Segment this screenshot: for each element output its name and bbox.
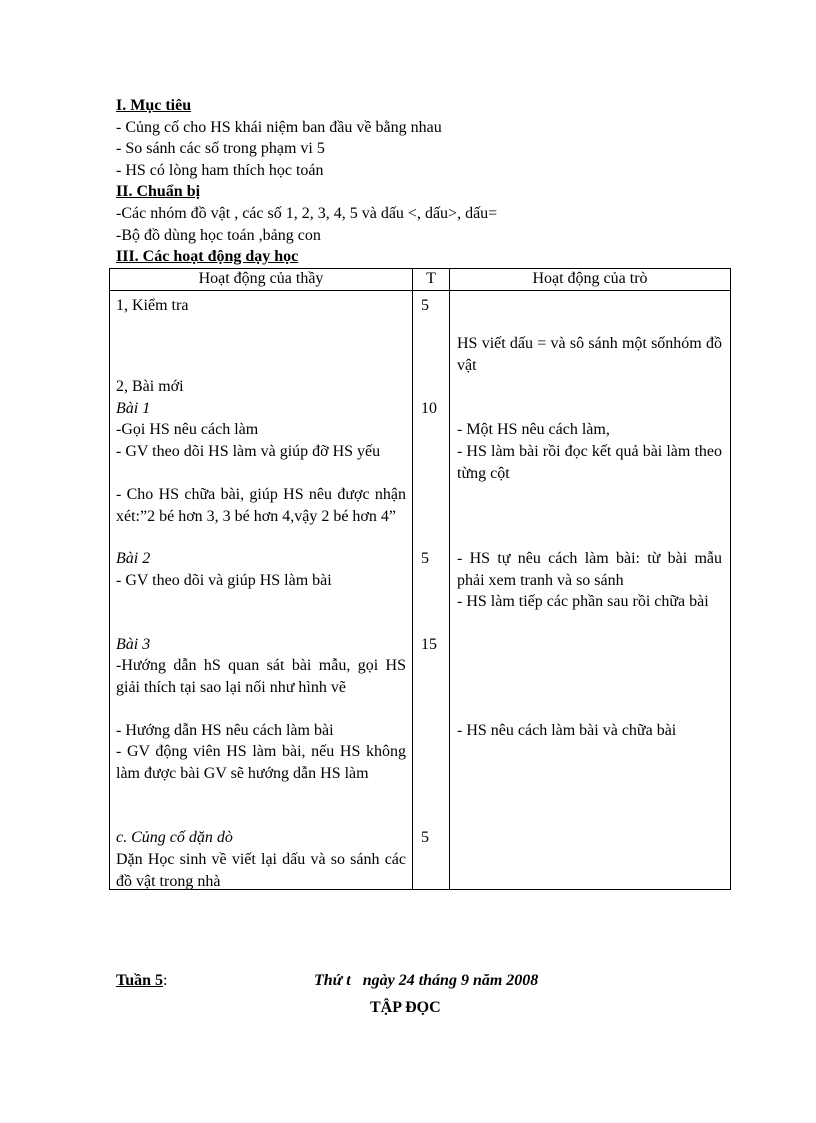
week-colon: : <box>163 972 168 989</box>
week-number: Tuần 5 <box>116 972 163 989</box>
time-value: 5 <box>421 829 429 846</box>
objective-item: - Củng cố cho HS khái niệm ban đầu về bằng nhau <box>116 119 442 136</box>
teacher-item: -Gọi HS nêu cách làm <box>116 421 259 438</box>
activities-table <box>109 268 731 890</box>
teacher-item: - GV theo dõi và giúp HS làm bài <box>116 572 332 589</box>
student-item: - Một HS nêu cách làm, <box>457 421 610 438</box>
student-item: HS viết dấu = và sô sánh một sốnhóm đồ vật <box>457 335 722 374</box>
teacher-item: -Hướng dẫn hS quan sát bài mẫu, gọi HS giải thích tại sao lại nối như hình vẽ <box>116 657 406 696</box>
table-header-row <box>110 269 731 291</box>
preparation-heading: II. Chuẩn bị <box>116 183 201 200</box>
teacher-item: - GV theo dõi HS làm và giúp đỡ HS yếu <box>116 443 381 460</box>
teacher-item: Bài 3 <box>116 636 151 653</box>
teacher-item: Bài 1 <box>116 400 151 417</box>
time-value: 5 <box>421 550 429 567</box>
student-item: - HS làm bài rồi đọc kết quả bài làm theo từng cột <box>457 443 722 482</box>
teacher-item: - Hướng dẫn HS nêu cách làm bài <box>116 722 334 739</box>
table-body-row <box>110 291 731 890</box>
teacher-item: - GV động viên HS làm bài, nếu HS không làm được bài GV sẽ hướng dẫn HS làm <box>116 743 406 782</box>
time-column <box>413 291 450 890</box>
week-label <box>116 970 167 992</box>
time-value: 5 <box>421 297 429 314</box>
subject-title: TẬP ĐỌC <box>370 999 441 1016</box>
column-header-student: Hoạt động của trò <box>450 269 731 291</box>
teacher-item: 1, Kiểm tra <box>116 297 189 314</box>
student-item: - HS nêu cách làm bài và chữa bài <box>457 722 677 739</box>
teacher-item: 2, Bài mới <box>116 378 184 395</box>
preparation-item: -Bộ đồ dùng học toán ,bảng con <box>116 227 321 244</box>
student-item: - HS tự nêu cách làm bài: từ bài mẫu phải xem tranh và so sánh <box>457 550 722 589</box>
lesson-date: Thứ t ngày 24 tháng 9 năm 2008 <box>314 972 539 989</box>
time-value: 15 <box>421 636 437 653</box>
time-value: 10 <box>421 400 437 417</box>
student-item: - HS làm tiếp các phần sau rồi chữa bài <box>457 593 709 610</box>
teacher-column <box>110 291 413 890</box>
column-header-time: T <box>413 269 450 291</box>
student-column <box>450 291 731 890</box>
teacher-item: Bài 2 <box>116 550 151 567</box>
activities-heading: III. Các hoạt động dạy học <box>116 248 299 265</box>
teacher-item: Dặn Học sinh về viết lại dấu và so sánh các đồ vật trong nhà <box>116 851 406 890</box>
teacher-item: - Cho HS chữa bài, giúp HS nêu được nhận xét:”2 bé hơn 3, 3 bé hơn 4,vậy 2 bé hơn 4” <box>116 486 406 525</box>
objective-item: - HS có lòng ham thích học toán <box>116 162 324 179</box>
objective-item: - So sánh các số trong phạm vi 5 <box>116 140 325 157</box>
objectives-heading: I. Mục tiêu <box>116 97 192 114</box>
preparation-item: -Các nhóm đồ vật , các số 1, 2, 3, 4, 5 và dấu <, dấu>, dấu= <box>116 205 498 222</box>
column-header-teacher: Hoạt động của thầy <box>110 269 413 291</box>
teacher-item: c. Củng cố dặn dò <box>116 829 233 846</box>
